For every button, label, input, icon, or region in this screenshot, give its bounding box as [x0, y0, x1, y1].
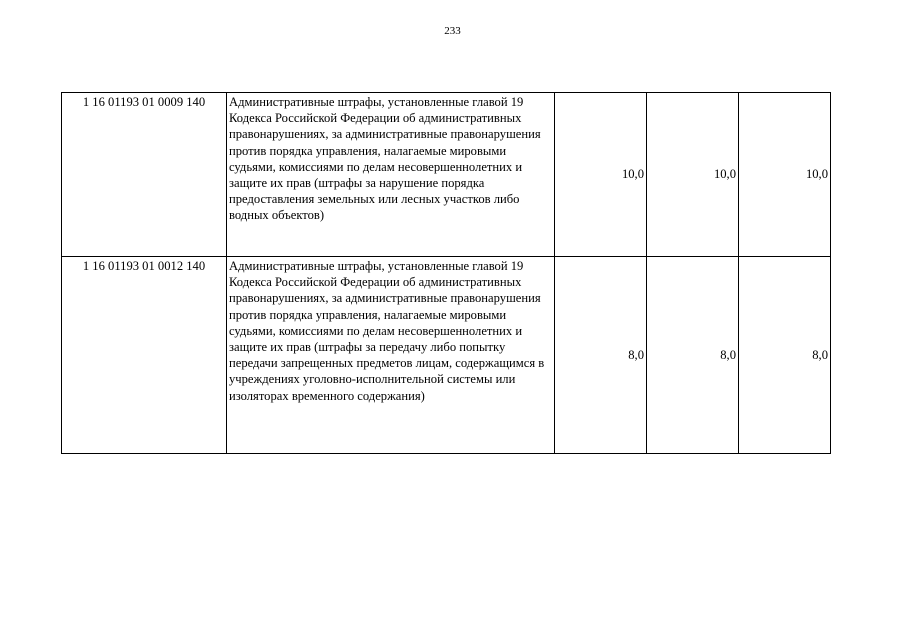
- amount-year-2: 8,0: [647, 257, 739, 454]
- amount-year-3: 10,0: [739, 93, 831, 257]
- page-number: 233: [444, 25, 461, 37]
- budget-classification-code: 1 16 01193 01 0012 140: [62, 257, 227, 454]
- revenue-description: Административные штрафы, установленные главой 19 Кодекса Российской Федерации об административных правонарушениях, за административные правонарушения против порядка управления, налагаемые мировыми судьями, комиссиями по делам несовершеннолетних и защите их прав (штрафы за нарушение порядка предоставления земельных или лесных участков либо водных объектов): [227, 93, 555, 257]
- table-row: [62, 93, 831, 257]
- budget-revenue-table: [61, 92, 831, 454]
- revenue-description: Административные штрафы, установленные главой 19 Кодекса Российской Федерации об административных правонарушениях, за административные правонарушения против порядка управления, налагаемые мировыми судьями, комиссиями по делам несовершеннолетних и защите их прав (штрафы за передачу либо попытку передачи запрещенных предметов лицам, содержащимся в учреждениях уголовно-исполнительной системы или изоляторах временного содержания): [227, 257, 555, 454]
- amount-year-1: 8,0: [555, 257, 647, 454]
- amount-year-1: 10,0: [555, 93, 647, 257]
- budget-classification-code: 1 16 01193 01 0009 140: [62, 93, 227, 257]
- amount-year-2: 10,0: [647, 93, 739, 257]
- table-row: [62, 257, 831, 454]
- amount-year-3: 8,0: [739, 257, 831, 454]
